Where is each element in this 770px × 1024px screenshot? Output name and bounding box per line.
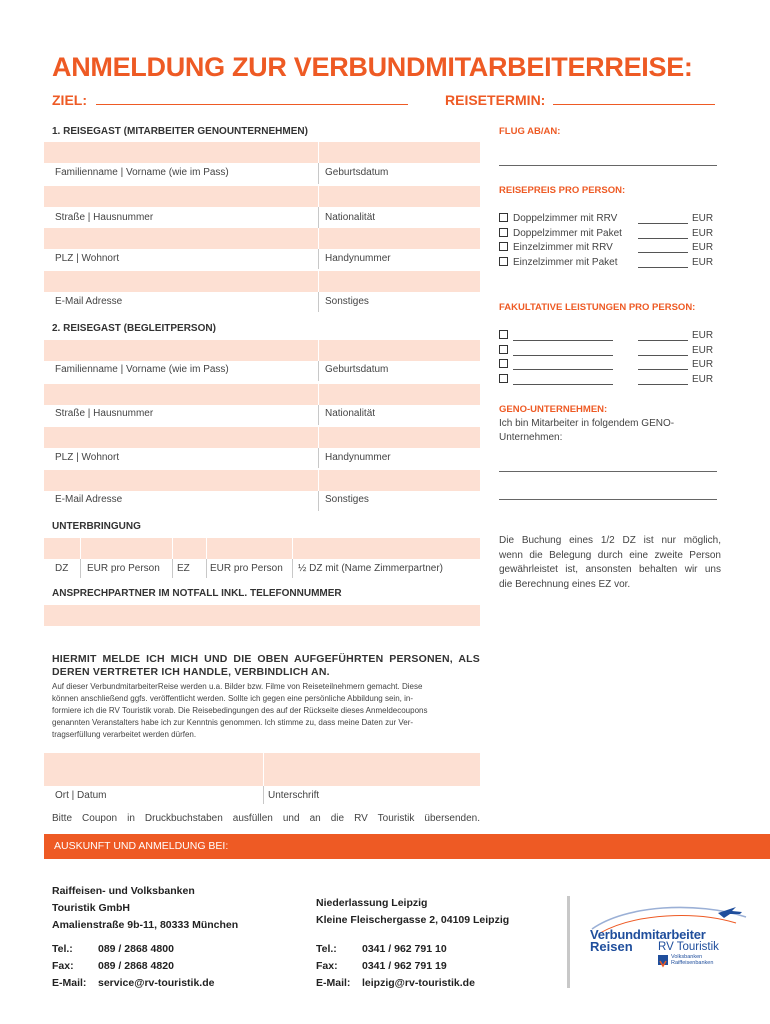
guest1-street-field[interactable] bbox=[44, 186, 480, 207]
price-option-single-package[interactable] bbox=[499, 257, 714, 271]
logo-text: Verbundmitarbeiter bbox=[590, 927, 706, 942]
guest2-nationality-label: Nationalität bbox=[325, 408, 376, 419]
optional-services-heading: FAKULTATIVE LEISTUNGEN PRO PERSON: bbox=[499, 302, 696, 313]
accommodation-heading: UNTERBRINGUNG bbox=[52, 521, 141, 532]
office-line: Touristik GmbH bbox=[52, 902, 130, 914]
guest1-nationality-label: Nationalität bbox=[325, 212, 376, 223]
emergency-contact-field[interactable] bbox=[44, 605, 480, 626]
booking-note-line: wenn die Belegung durch eine zweite Person bbox=[499, 549, 721, 561]
field-divider bbox=[318, 340, 319, 361]
guest2-street-field[interactable] bbox=[44, 384, 480, 405]
amount-line[interactable] bbox=[638, 355, 688, 356]
tel-label: Tel.: bbox=[316, 943, 337, 955]
guest2-birthdate-label: Geburtsdatum bbox=[325, 364, 389, 375]
booking-note bbox=[499, 534, 721, 592]
field-divider bbox=[80, 538, 81, 559]
fax-label: Fax: bbox=[52, 960, 74, 972]
half-double-room-label: ½ DZ mit (Name Zimmerpartner) bbox=[298, 563, 444, 574]
optional-service-row[interactable] bbox=[499, 345, 714, 359]
geno-input-line[interactable] bbox=[499, 471, 717, 472]
office-leipzig bbox=[316, 895, 509, 929]
guest2-other-label: Sonstiges bbox=[325, 494, 369, 505]
office-leipzig-contact bbox=[316, 941, 475, 992]
field-divider bbox=[318, 292, 319, 312]
destination-label: ZIEL: bbox=[52, 92, 87, 108]
amount-line[interactable] bbox=[638, 267, 688, 268]
fax-value: 089 / 2868 4820 bbox=[98, 960, 174, 972]
rv-touristik-logo bbox=[586, 903, 756, 973]
travel-date-label: REISETERMIN: bbox=[445, 92, 546, 108]
field-divider bbox=[80, 559, 81, 578]
logo-text: Reisen bbox=[590, 939, 633, 954]
field-divider bbox=[318, 163, 319, 184]
emergency-heading: ANSPRECHPARTNER IM NOTFALL INKL. TELEFONNUMMER bbox=[52, 588, 342, 599]
field-divider bbox=[292, 559, 293, 578]
guest2-city-label: PLZ | Wohnort bbox=[55, 452, 120, 463]
guest1-birthdate-label: Geburtsdatum bbox=[325, 167, 389, 178]
declaration-heading: HIERMIT MELDE ICH MICH UND DIE OBEN AUFGEFÜHRTEN PERSONEN, ALS DEREN VERTRETER ICH HANDLE, VERBINDLICH AN. bbox=[52, 653, 480, 678]
office-line: Amalienstraße 9b-11, 80333 München bbox=[52, 919, 239, 931]
guest2-email-label: E-Mail Adresse bbox=[55, 494, 123, 505]
price-option-label: Doppelzimmer mit RRV bbox=[513, 213, 618, 224]
amount-line[interactable] bbox=[638, 223, 688, 224]
coupon-note: Bitte Coupon in Druckbuchstaben ausfüllen und an die RV Touristik übersenden. bbox=[52, 813, 480, 824]
single-room-label: EZ bbox=[177, 563, 190, 574]
guest2-city-field[interactable] bbox=[44, 427, 480, 448]
declaration-line: Auf dieser VerbundmitarbeiterReise werden u.a. Bilder bzw. Filme von Reiseteilnehmern gemacht. Diese bbox=[52, 682, 423, 691]
guest2-heading: 2. REISEGAST (BEGLEITPERSON) bbox=[52, 323, 216, 334]
checkbox-icon[interactable] bbox=[499, 242, 508, 251]
field-divider bbox=[318, 491, 319, 511]
travel-date-field[interactable] bbox=[445, 92, 715, 108]
guest1-other-label: Sonstiges bbox=[325, 296, 369, 307]
field-divider bbox=[318, 186, 319, 207]
signature-label: Unterschrift bbox=[268, 790, 320, 801]
field-divider bbox=[318, 384, 319, 405]
logo-text: Volksbanken bbox=[671, 954, 703, 960]
amount-line[interactable] bbox=[638, 340, 688, 341]
guest1-name-field[interactable] bbox=[44, 142, 480, 163]
email-link[interactable]: leipzig@rv-touristik.de bbox=[362, 977, 475, 989]
price-option-double-package[interactable] bbox=[499, 228, 714, 242]
geno-text: Ich bin Mitarbeiter in folgendem GENO- bbox=[499, 418, 675, 429]
page-title: ANMELDUNG ZUR VERBUNDMITARBEITERREISE: bbox=[52, 52, 693, 82]
field-divider bbox=[318, 142, 319, 163]
guest1-city-label: PLZ | Wohnort bbox=[55, 253, 120, 264]
currency-label: EUR bbox=[692, 213, 714, 224]
footer-bar: AUSKUNFT UND ANMELDUNG BEI: bbox=[44, 834, 770, 859]
checkbox-icon[interactable] bbox=[499, 213, 508, 222]
price-option-label: Doppelzimmer mit Paket bbox=[513, 228, 622, 239]
amount-line[interactable] bbox=[638, 238, 688, 239]
guest1-email-field[interactable] bbox=[44, 271, 480, 292]
booking-note-line: die Berechnung eines EZ vor. bbox=[499, 578, 631, 590]
guest1-name-label: Familienname | Vorname (wie im Pass) bbox=[55, 167, 229, 178]
destination-field[interactable] bbox=[52, 92, 408, 108]
checkbox-icon[interactable] bbox=[499, 330, 508, 339]
service-name-line[interactable] bbox=[513, 384, 613, 385]
geno-text: Unternehmen: bbox=[499, 432, 563, 443]
field-divider bbox=[206, 538, 207, 559]
checkbox-icon[interactable] bbox=[499, 257, 508, 266]
guest1-city-field[interactable] bbox=[44, 228, 480, 249]
service-name-line[interactable] bbox=[513, 340, 613, 341]
field-divider bbox=[263, 786, 264, 804]
currency-label: EUR bbox=[692, 257, 714, 268]
geno-input-line[interactable] bbox=[499, 499, 717, 500]
office-line: Niederlassung Leipzig bbox=[316, 897, 428, 909]
email-label: E-Mail: bbox=[316, 977, 351, 989]
optional-service-row[interactable] bbox=[499, 330, 714, 344]
optional-service-row[interactable] bbox=[499, 374, 714, 388]
price-option-label: Einzelzimmer mit Paket bbox=[513, 257, 618, 268]
tel-value[interactable]: 089 / 2868 4800 bbox=[98, 943, 174, 955]
booking-note-line: gewährleistet ist, ansonsten behalten wir uns bbox=[499, 564, 721, 575]
checkbox-icon[interactable] bbox=[499, 345, 508, 354]
office-munich bbox=[52, 883, 238, 934]
price-heading: REISEPREIS PRO PERSON: bbox=[499, 185, 626, 196]
field-divider bbox=[263, 753, 264, 786]
amount-line[interactable] bbox=[638, 369, 688, 370]
field-divider bbox=[172, 538, 173, 559]
declaration-line: genannten Veranstalters habe ich zur Kenntnis genommen. Ich stimme zu, dass meine Daten zur Ver- bbox=[52, 718, 414, 727]
booking-note-line: Die Buchung eines 1/2 DZ ist nur möglich, bbox=[499, 535, 721, 546]
currency-label: EUR bbox=[692, 228, 714, 239]
accommodation-field[interactable] bbox=[44, 538, 480, 559]
field-divider bbox=[318, 271, 319, 292]
currency-label: EUR bbox=[692, 330, 714, 341]
field-divider bbox=[318, 361, 319, 381]
guest1-street-label: Straße | Hausnummer bbox=[55, 212, 154, 223]
service-name-line[interactable] bbox=[513, 369, 613, 370]
email-label: E-Mail: bbox=[52, 977, 87, 989]
signature-field[interactable] bbox=[44, 753, 480, 786]
field-divider bbox=[318, 427, 319, 448]
checkbox-icon[interactable] bbox=[499, 359, 508, 368]
guest1-email-label: E-Mail Adresse bbox=[55, 296, 123, 307]
guest2-name-label: Familienname | Vorname (wie im Pass) bbox=[55, 364, 229, 375]
field-divider bbox=[206, 559, 207, 578]
field-divider bbox=[318, 405, 319, 425]
price-option-label: Einzelzimmer mit RRV bbox=[513, 242, 613, 253]
email-link[interactable]: service@rv-touristik.de bbox=[98, 977, 215, 989]
travel-date-line bbox=[553, 104, 715, 105]
flight-input-line[interactable] bbox=[499, 165, 717, 166]
checkbox-icon[interactable] bbox=[499, 228, 508, 237]
currency-label: EUR bbox=[692, 242, 714, 253]
geno-heading: GENO-UNTERNEHMEN: bbox=[499, 404, 608, 415]
checkbox-icon[interactable] bbox=[499, 374, 508, 383]
amount-line[interactable] bbox=[638, 252, 688, 253]
declaration-line: tragserfüllung verarbeitet werden dürfen. bbox=[52, 730, 197, 739]
currency-label: EUR bbox=[692, 359, 714, 370]
single-room-price-label: EUR pro Person bbox=[210, 563, 283, 574]
guest2-name-field[interactable] bbox=[44, 340, 480, 361]
currency-label: EUR bbox=[692, 345, 714, 356]
field-divider bbox=[318, 207, 319, 228]
guest2-mobile-label: Handynummer bbox=[325, 452, 391, 463]
fax-label: Fax: bbox=[316, 960, 338, 972]
guest1-mobile-label: Handynummer bbox=[325, 253, 391, 264]
office-line: Raiffeisen- und Volksbanken bbox=[52, 885, 195, 897]
currency-label: EUR bbox=[692, 374, 714, 385]
field-divider bbox=[172, 559, 173, 578]
amount-line[interactable] bbox=[638, 384, 688, 385]
footer-divider bbox=[567, 896, 570, 988]
place-date-label: Ort | Datum bbox=[55, 790, 107, 801]
declaration-line: können anschließend ggfs. veröffentlicht werden. Sollte ich gegen eine persönliche Abbildung sein, in- bbox=[52, 694, 413, 703]
tel-label: Tel.: bbox=[52, 943, 73, 955]
fax-value: 0341 / 962 791 19 bbox=[362, 960, 447, 972]
price-option-single-rrv[interactable] bbox=[499, 242, 714, 256]
logo-text: RV Touristik bbox=[658, 941, 719, 953]
guest1-heading: 1. REISEGAST (MITARBEITER GENOUNTERNEHMEN) bbox=[52, 126, 308, 137]
guest2-email-field[interactable] bbox=[44, 470, 480, 491]
field-divider bbox=[292, 538, 293, 559]
destination-line bbox=[96, 104, 408, 105]
optional-service-row[interactable] bbox=[499, 359, 714, 373]
logo-text: Raiffeisenbanken bbox=[671, 960, 714, 966]
double-room-price-label: EUR pro Person bbox=[87, 563, 160, 574]
double-room-label: DZ bbox=[55, 563, 69, 574]
office-line: Kleine Fleischergasse 2, 04109 Leipzig bbox=[316, 914, 510, 926]
office-munich-contact bbox=[52, 941, 214, 992]
price-option-double-rrv[interactable] bbox=[499, 213, 714, 227]
service-name-line[interactable] bbox=[513, 355, 613, 356]
field-divider bbox=[318, 228, 319, 249]
field-divider bbox=[318, 470, 319, 491]
field-divider bbox=[318, 448, 319, 468]
declaration-text bbox=[52, 681, 480, 741]
volksbank-icon bbox=[658, 955, 668, 965]
guest2-street-label: Straße | Hausnummer bbox=[55, 408, 154, 419]
field-divider bbox=[318, 249, 319, 269]
flight-heading: FLUG AB/AN: bbox=[499, 126, 561, 137]
tel-value[interactable]: 0341 / 962 791 10 bbox=[362, 943, 447, 955]
declaration-line: formiere ich die RV Touristik vorab. Die Reisebedingungen des auf der Rückseite dieses Anmeldecoupons bbox=[52, 706, 428, 715]
